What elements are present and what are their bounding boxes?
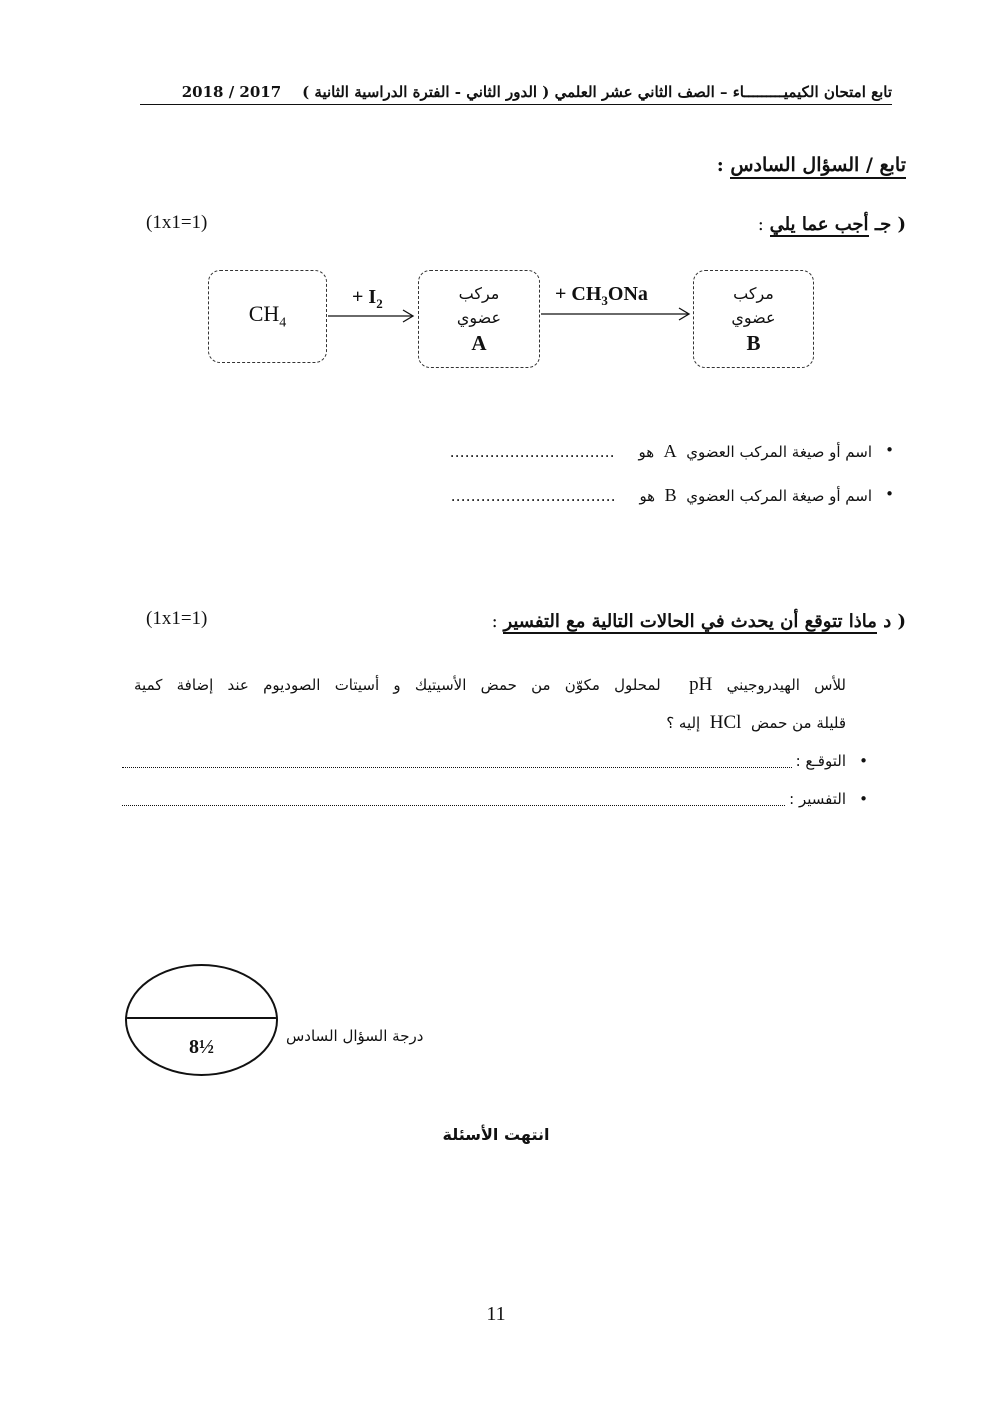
reagent-iodine: + $I_2$ — [352, 286, 383, 311]
part-c-letter: ( جـ — [868, 214, 906, 235]
continuation-prefix: تابع / — [859, 154, 906, 176]
reagent-sodium-methoxide: + $CH_3ONa$ — [555, 283, 648, 308]
exam-header — [140, 83, 892, 101]
start-compound-box: $CH_4$ — [208, 270, 327, 363]
header-rule — [140, 104, 892, 105]
grade-label: درجة السؤال السادس — [286, 1027, 424, 1045]
bullet-compound-b: • اسم أو صيغة المركب العضوي B هو …………………………… — [451, 485, 872, 506]
part-c-instruction: أجب عما يلي — [769, 214, 869, 235]
compound-b-line2: عضوي — [731, 308, 776, 327]
part-d-question-line2: قليلة من حمض HCl إليه ؟ — [666, 712, 846, 733]
expectation-label: • التوقـع : — [792, 752, 846, 770]
answer-blank-a[interactable]: …………………………… — [449, 443, 615, 461]
header-year: 2018 / 2017 — [181, 83, 282, 101]
compound-b-line1: مركب — [733, 284, 774, 303]
page-number: 11 — [486, 1303, 506, 1325]
expectation-row — [122, 752, 846, 770]
explanation-label: • التفسير : — [785, 790, 846, 808]
compound-a-letter: A — [471, 331, 487, 355]
grade-circle — [125, 964, 278, 1076]
compound-a-box — [418, 270, 540, 368]
answer-blank-b[interactable]: …………………………… — [450, 487, 616, 505]
arrow-2-head — [679, 308, 689, 320]
part-c-heading: ( جـ أجب عما يلي : — [757, 214, 906, 235]
part-d-question-line1: للأس الهيدروجيني pH لمحلول مكوّن من حمض الأسيتيك و أسيتات الصوديوم عند إضافة كمية — [134, 674, 846, 695]
header-text: تابع امتحان الكيميـــــــــاء – الصف الثاني عشر العلمي ( الدور الثاني - الفترة الدراسية الثانية ) — [302, 83, 892, 101]
grade-divider — [127, 1017, 276, 1019]
part-d-letter: ( د — [876, 611, 906, 632]
continuation-title: تابع / السؤال السادس : — [717, 154, 906, 176]
explanation-row — [122, 790, 846, 808]
part-d-heading: ( د ماذا تتوقع أن يحدث في الحالات التالية مع التفسير : — [491, 611, 906, 632]
explanation-blank[interactable] — [122, 791, 785, 806]
expectation-blank[interactable] — [122, 753, 792, 768]
bullet-compound-a: • اسم أو صيغة المركب العضوي A هو …………………………… — [450, 441, 872, 462]
part-d-instruction: ماذا تتوقع أن يحدث في الحالات التالية مع التفسير — [503, 611, 877, 632]
compound-b-letter: B — [746, 331, 761, 355]
end-of-questions: انتهت الأسئلة — [442, 1125, 550, 1144]
compound-a-line1: مركب — [458, 284, 500, 303]
compound-b-box — [693, 270, 814, 368]
grade-value: 8½ — [189, 1036, 214, 1058]
score-part-d: (1x1=1) — [146, 608, 208, 629]
question-title: السؤال السادس — [730, 154, 860, 176]
score-part-c: (1x1=1) — [146, 212, 208, 233]
arrow-1-head — [403, 310, 413, 322]
compound-a-line2: عضوي — [456, 308, 502, 327]
